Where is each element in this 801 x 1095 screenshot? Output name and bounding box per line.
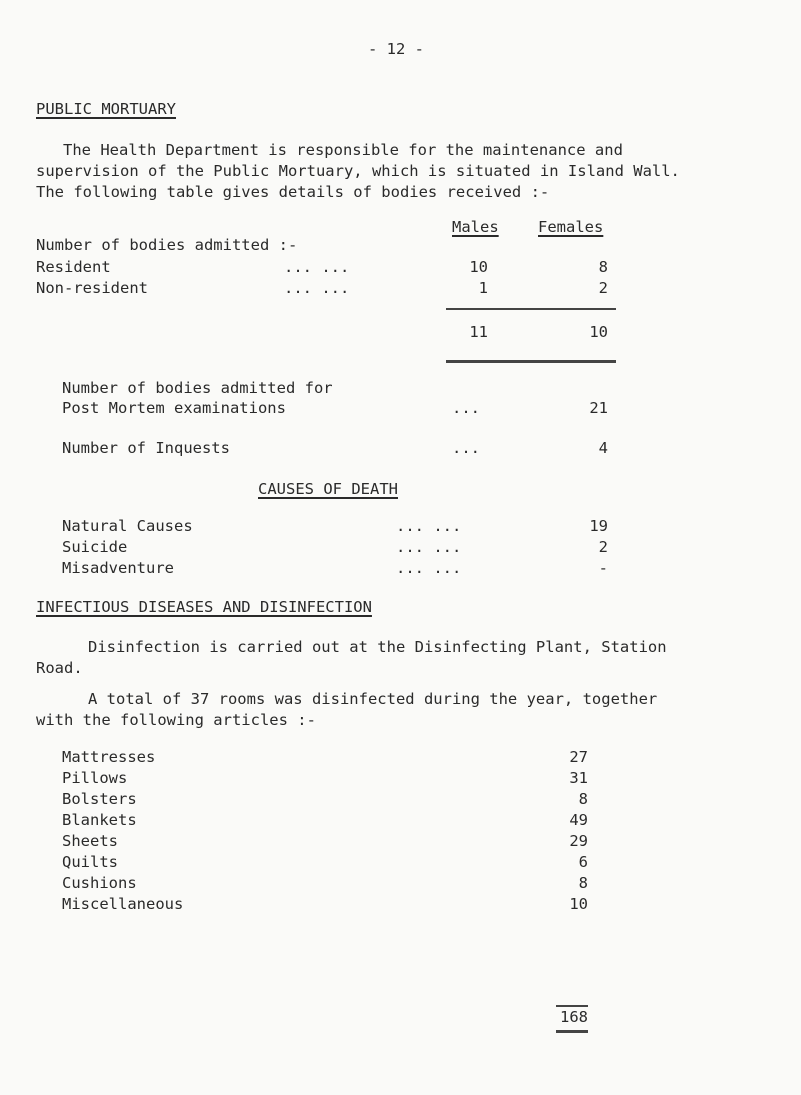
row-label: Non-resident xyxy=(36,279,148,297)
cause-value: 2 xyxy=(598,538,608,556)
article-value: 8 xyxy=(578,790,588,808)
article-label: Sheets xyxy=(62,832,118,850)
cause-dots: ... ... xyxy=(396,517,462,535)
article-value: 49 xyxy=(569,811,588,829)
column-header-females: Females xyxy=(538,218,604,236)
page-number: - 12 - xyxy=(368,40,424,58)
article-label: Blankets xyxy=(62,811,137,829)
article-label: Mattresses xyxy=(62,748,156,766)
intro-line-2: supervision of the Public Mortuary, which is situated in Island Wall. xyxy=(36,162,680,180)
disinfection-para-line-1: Disinfection is carried out at the Disinfecting Plant, Station xyxy=(88,638,667,656)
inquests-value: 4 xyxy=(598,439,608,457)
post-mortem-dots: ... xyxy=(452,399,480,417)
total-females: 10 xyxy=(589,323,608,341)
article-value: 8 xyxy=(578,874,588,892)
article-label: Cushions xyxy=(62,874,137,892)
article-value: 31 xyxy=(569,769,588,787)
article-value: 6 xyxy=(578,853,588,871)
disinfection-para-line-2: Road. xyxy=(36,659,83,677)
article-value: 29 xyxy=(569,832,588,850)
row-males: 1 xyxy=(478,279,488,297)
section-heading-infectious: INFECTIOUS DISEASES AND DISINFECTION xyxy=(36,598,372,616)
articles-total: 168 xyxy=(560,1008,588,1026)
post-mortem-value: 21 xyxy=(589,399,608,417)
cause-value: 19 xyxy=(589,517,608,535)
cause-dots: ... ... xyxy=(396,559,462,577)
article-label: Bolsters xyxy=(62,790,137,808)
articles-total-rule xyxy=(556,1030,588,1033)
inquests-dots: ... xyxy=(452,439,480,457)
intro-line-1: The Health Department is responsible for the maintenance and xyxy=(63,141,623,159)
subtotal-rule xyxy=(446,308,616,310)
section-heading-mortuary: PUBLIC MORTUARY xyxy=(36,100,176,118)
rooms-para-line-1: A total of 37 rooms was disinfected during the year, together xyxy=(88,690,658,708)
row-females: 2 xyxy=(598,279,608,297)
row-males: 10 xyxy=(469,258,488,276)
article-value: 10 xyxy=(569,895,588,913)
cause-label: Misadventure xyxy=(62,559,174,577)
row-females: 8 xyxy=(598,258,608,276)
rooms-para-line-2: with the following articles :- xyxy=(36,711,316,729)
post-mortem-label-2: Post Mortem examinations xyxy=(62,399,286,417)
cause-label: Suicide xyxy=(62,538,128,556)
cause-dots: ... ... xyxy=(396,538,462,556)
post-mortem-label-1: Number of bodies admitted for xyxy=(62,379,333,397)
cause-label: Natural Causes xyxy=(62,517,193,535)
row-label: Resident xyxy=(36,258,111,276)
article-label: Quilts xyxy=(62,853,118,871)
article-label: Pillows xyxy=(62,769,128,787)
article-label: Miscellaneous xyxy=(62,895,184,913)
row-dots: ... ... xyxy=(284,258,350,276)
column-header-males: Males xyxy=(452,218,499,236)
article-value: 27 xyxy=(569,748,588,766)
intro-line-3: The following table gives details of bodies received :- xyxy=(36,183,550,201)
total-males: 11 xyxy=(469,323,488,341)
cause-value: - xyxy=(598,559,608,577)
admitted-label: Number of bodies admitted :- xyxy=(36,236,298,254)
inquests-label: Number of Inquests xyxy=(62,439,230,457)
articles-sum-rule xyxy=(556,1005,588,1007)
row-dots: ... ... xyxy=(284,279,350,297)
causes-heading: CAUSES OF DEATH xyxy=(258,480,398,498)
total-rule xyxy=(446,360,616,363)
